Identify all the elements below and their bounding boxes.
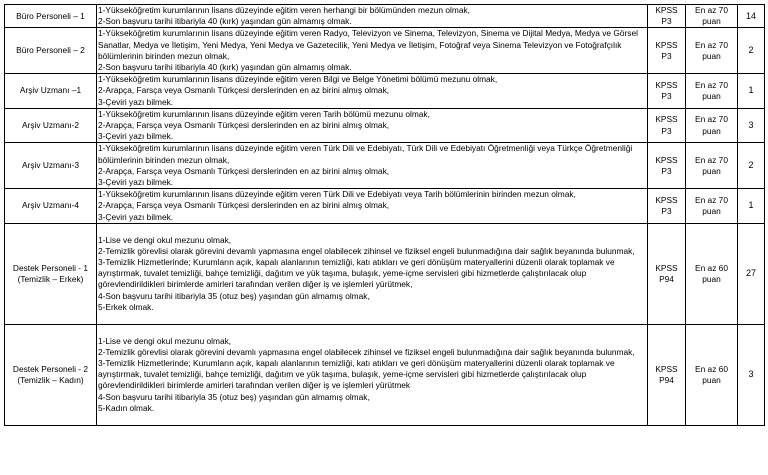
- exam-type-cell: [648, 189, 686, 224]
- requirement-line: 1-Yükseköğretim kurumlarının lisans düzeyinde eğitim veren Bilgi ve Belge Yönetimi bölümü mezunu olmak,: [98, 74, 498, 85]
- requirements-cell: [97, 223, 648, 324]
- exam-type-cell: [648, 28, 686, 74]
- requirement-line: 2-Temizlik görevlisi olarak görevini devamlı yapmasına engel olabilecek zihinsel ve fiziksel engeli bulunmadığına dair sağlık beyanında bulunmak,: [98, 346, 635, 357]
- requirement-line: 3-Çeviri yazı bilmek.: [98, 211, 174, 222]
- table-row: [5, 143, 765, 189]
- position-count: 1: [738, 189, 765, 224]
- min-score: puan: [702, 165, 721, 176]
- requirements-cell: [97, 108, 648, 143]
- requirement-line: 1-Lise ve dengi okul mezunu olmak,: [98, 234, 232, 245]
- min-score-cell: [686, 28, 738, 74]
- exam-type: KPSS: [655, 39, 678, 50]
- min-score: En az 70: [695, 114, 728, 125]
- exam-type: P94: [659, 273, 674, 284]
- exam-type: KPSS: [655, 114, 678, 125]
- min-score-cell: [686, 189, 738, 224]
- exam-type: KPSS: [655, 79, 678, 90]
- position-title-cell: [5, 143, 97, 189]
- requirement-line: 1-Lise ve dengi okul mezunu olmak,: [98, 335, 232, 346]
- min-score: En az 70: [695, 194, 728, 205]
- min-score: En az 60: [695, 262, 728, 273]
- min-score-cell: [686, 223, 738, 324]
- requirement-line: 3-Çeviri yazı bilmek.: [98, 96, 174, 107]
- exam-type-cell: [648, 108, 686, 143]
- requirements-cell: [97, 28, 648, 74]
- requirement-line: 3-Çeviri yazı bilmek.: [98, 131, 174, 142]
- position-title-cell: [5, 108, 97, 143]
- position-count: 14: [738, 5, 765, 28]
- requirement-line: 1-Yükseköğretim kurumlarının lisans düzeyinde eğitim veren Tarih bölümü mezunu olmak,: [98, 108, 430, 119]
- requirement-line: 1-Yükseköğretim kurumlarının lisans düzeyinde eğitim veren Türk Dili ve Edebiyatı, Türk Dili ve Edebiyatı Öğretmenliği veya Türkçe Öğretmenliği bölümlerinin birinden mezun olmak,: [98, 143, 633, 165]
- position-title-cell: [5, 74, 97, 109]
- min-score-cell: [686, 5, 738, 28]
- position-title: Arşiv Uzmanı-4: [21, 200, 80, 211]
- exam-type-cell: [648, 143, 686, 189]
- table-row: [5, 223, 765, 324]
- requirement-line: 1-Yükseköğretim kurumlarının lisans düzeyinde eğitim veren herhangi bir bölümünden mezun olmak,: [98, 5, 470, 15]
- min-score: puan: [702, 16, 721, 27]
- position-title: Büro Personeli – 2: [16, 45, 85, 56]
- exam-type: P3: [661, 165, 672, 176]
- min-score-cell: [686, 324, 738, 425]
- requirement-line: 2-Arapça, Farsça veya Osmanlı Türkçesi derslerinden en az birini almış olmak,: [98, 120, 390, 131]
- table-row: [5, 5, 765, 28]
- requirement-line: 4-Son başvuru tarihi itibariyla 35 (otuz beş) yaşından gün almamış olmak,: [98, 290, 370, 301]
- min-score-cell: [686, 108, 738, 143]
- position-title-cell: [5, 324, 97, 425]
- min-score: puan: [702, 206, 721, 217]
- exam-type-cell: [648, 223, 686, 324]
- requirement-line: 5-Erkek olmak.: [98, 301, 154, 312]
- requirement-line: 3-Temizlik Hizmetlerinde; Kurumların açık, kapalı alanlarının temizliği, katı atıkları ve geri dönüşüm materyallerini düzenli olarak toplamak ve ayrıştırmak, tuvalet temizliği, bahçe temizliği, dağıtım ve yük taşıma, bulaşık, yeme-içme servisleri gibi hizmetlerde çalıştırılacak olup görevlendirildikleri birimlerde amirleri tarafından verilen diğer iş ve işlemleri yürütmek,: [98, 257, 615, 290]
- exam-type: P94: [659, 374, 674, 385]
- position-count: 1: [738, 74, 765, 109]
- min-score: puan: [702, 273, 721, 284]
- min-score: puan: [702, 125, 721, 136]
- requirement-line: 2-Arapça, Farsça veya Osmanlı Türkçesi derslerinden en az birini almış olmak,: [98, 200, 390, 211]
- requirements-cell: [97, 143, 648, 189]
- positions-table: [4, 4, 765, 426]
- table-row: [5, 28, 765, 74]
- exam-type-cell: [648, 324, 686, 425]
- exam-type: P3: [661, 91, 672, 102]
- requirement-line: 3-Temizlik Hizmetlerinde; Kurumların açık, kapalı alanlarının temizliği, katı atıkları ve geri dönüşüm materyallerini düzenli olarak toplamak ve ayrıştırmak, tuvalet temizliği, bahçe temizliği, dağıtım ve yük taşıma, bulaşık, yeme-içme servisleri gibi hizmetlerde çalıştırılacak olup görevlendirildikleri birimlerde amirleri tarafından verilen diğer iş ve işlemleri yürütmek: [98, 358, 615, 391]
- position-count: 27: [738, 223, 765, 324]
- min-score-cell: [686, 143, 738, 189]
- position-title-cell: [5, 189, 97, 224]
- position-title: (Temizlik – Erkek): [17, 273, 84, 284]
- min-score: En az 70: [695, 79, 728, 90]
- requirement-line: 1-Yükseköğretim kurumlarının lisans düzeyinde eğitim veren Türk Dili ve Edebiyatı veya Tarih bölümlerinin birinden mezun olmak,: [98, 189, 576, 200]
- exam-type-cell: [648, 74, 686, 109]
- requirement-line: 2-Temizlik görevlisi olarak görevini devamlı yapmasına engel olabilecek zihinsel ve fiziksel engeli bulunmadığına dair sağlık beyanında bulunmak,: [98, 245, 635, 256]
- table-row: [5, 74, 765, 109]
- requirements-cell: [97, 5, 648, 28]
- exam-type: KPSS: [655, 194, 678, 205]
- exam-type: KPSS: [655, 5, 678, 15]
- requirement-line: 3-Çeviri yazı bilmek.: [98, 177, 174, 188]
- positions-table-body: [5, 5, 765, 426]
- position-title: Destek Personeli - 2: [12, 363, 89, 374]
- exam-type: KPSS: [655, 262, 678, 273]
- requirement-line: 2-Arapça, Farsça veya Osmanlı Türkçesi derslerinden en az birini almış olmak,: [98, 85, 390, 96]
- exam-type: P3: [661, 206, 672, 217]
- exam-type: P3: [661, 125, 672, 136]
- position-count: 3: [738, 108, 765, 143]
- position-title-cell: [5, 5, 97, 28]
- min-score: puan: [702, 374, 721, 385]
- exam-type: P3: [661, 16, 672, 27]
- min-score: En az 70: [695, 39, 728, 50]
- min-score: En az 70: [695, 154, 728, 165]
- position-count: 3: [738, 324, 765, 425]
- requirements-cell: [97, 189, 648, 224]
- requirement-line: 5-Kadın olmak.: [98, 402, 155, 413]
- requirement-line: 2-Son başvuru tarihi itibariyla 40 (kırk) yaşından gün almamış olmak.: [98, 62, 352, 73]
- position-count: 2: [738, 28, 765, 74]
- min-score-cell: [686, 74, 738, 109]
- position-title: Arşiv Uzmanı –1: [19, 85, 82, 96]
- exam-type: P3: [661, 50, 672, 61]
- requirement-line: 4-Son başvuru tarihi itibariyla 35 (otuz beş) yaşından gün almamış olmak,: [98, 391, 370, 402]
- exam-type: KPSS: [655, 154, 678, 165]
- exam-type: KPSS: [655, 363, 678, 374]
- min-score: puan: [702, 91, 721, 102]
- requirement-line: 2-Son başvuru tarihi itibariyla 40 (kırk) yaşından gün almamış olmak.: [98, 16, 352, 27]
- position-title-cell: [5, 28, 97, 74]
- table-row: [5, 108, 765, 143]
- position-title: Destek Personeli - 1: [12, 262, 89, 273]
- requirement-line: 1-Yükseköğretim kurumlarının lisans düzeyinde eğitim veren Radyo, Televizyon ve Sinema, Televizyon, Sinema ve Dijital Medya, Medya ve Görsel Sanatlar, Medya ve İletişim, Yeni Medya, Yeni Medya ve Gazetecilik, Yeni Medya ve İletişim, Fotoğraf veya Sinema Televizyon ve Fotoğrafçılık bölümlerinin birinden mezun olmak,: [98, 28, 638, 61]
- position-title: Büro Personeli – 1: [16, 10, 85, 21]
- requirements-cell: [97, 324, 648, 425]
- requirements-cell: [97, 74, 648, 109]
- position-count: 2: [738, 143, 765, 189]
- position-title-cell: [5, 223, 97, 324]
- position-title: Arşiv Uzmanı-2: [21, 120, 80, 131]
- table-row: [5, 324, 765, 425]
- min-score: puan: [702, 50, 721, 61]
- min-score: En az 70: [695, 5, 728, 15]
- min-score: En az 60: [695, 363, 728, 374]
- position-title: Arşiv Uzmanı-3: [21, 160, 80, 171]
- exam-type-cell: [648, 5, 686, 28]
- position-title: (Temizlik – Kadın): [17, 374, 84, 385]
- table-row: [5, 189, 765, 224]
- requirement-line: 2-Arapça, Farsça veya Osmanlı Türkçesi derslerinden en az birini almış olmak,: [98, 165, 390, 176]
